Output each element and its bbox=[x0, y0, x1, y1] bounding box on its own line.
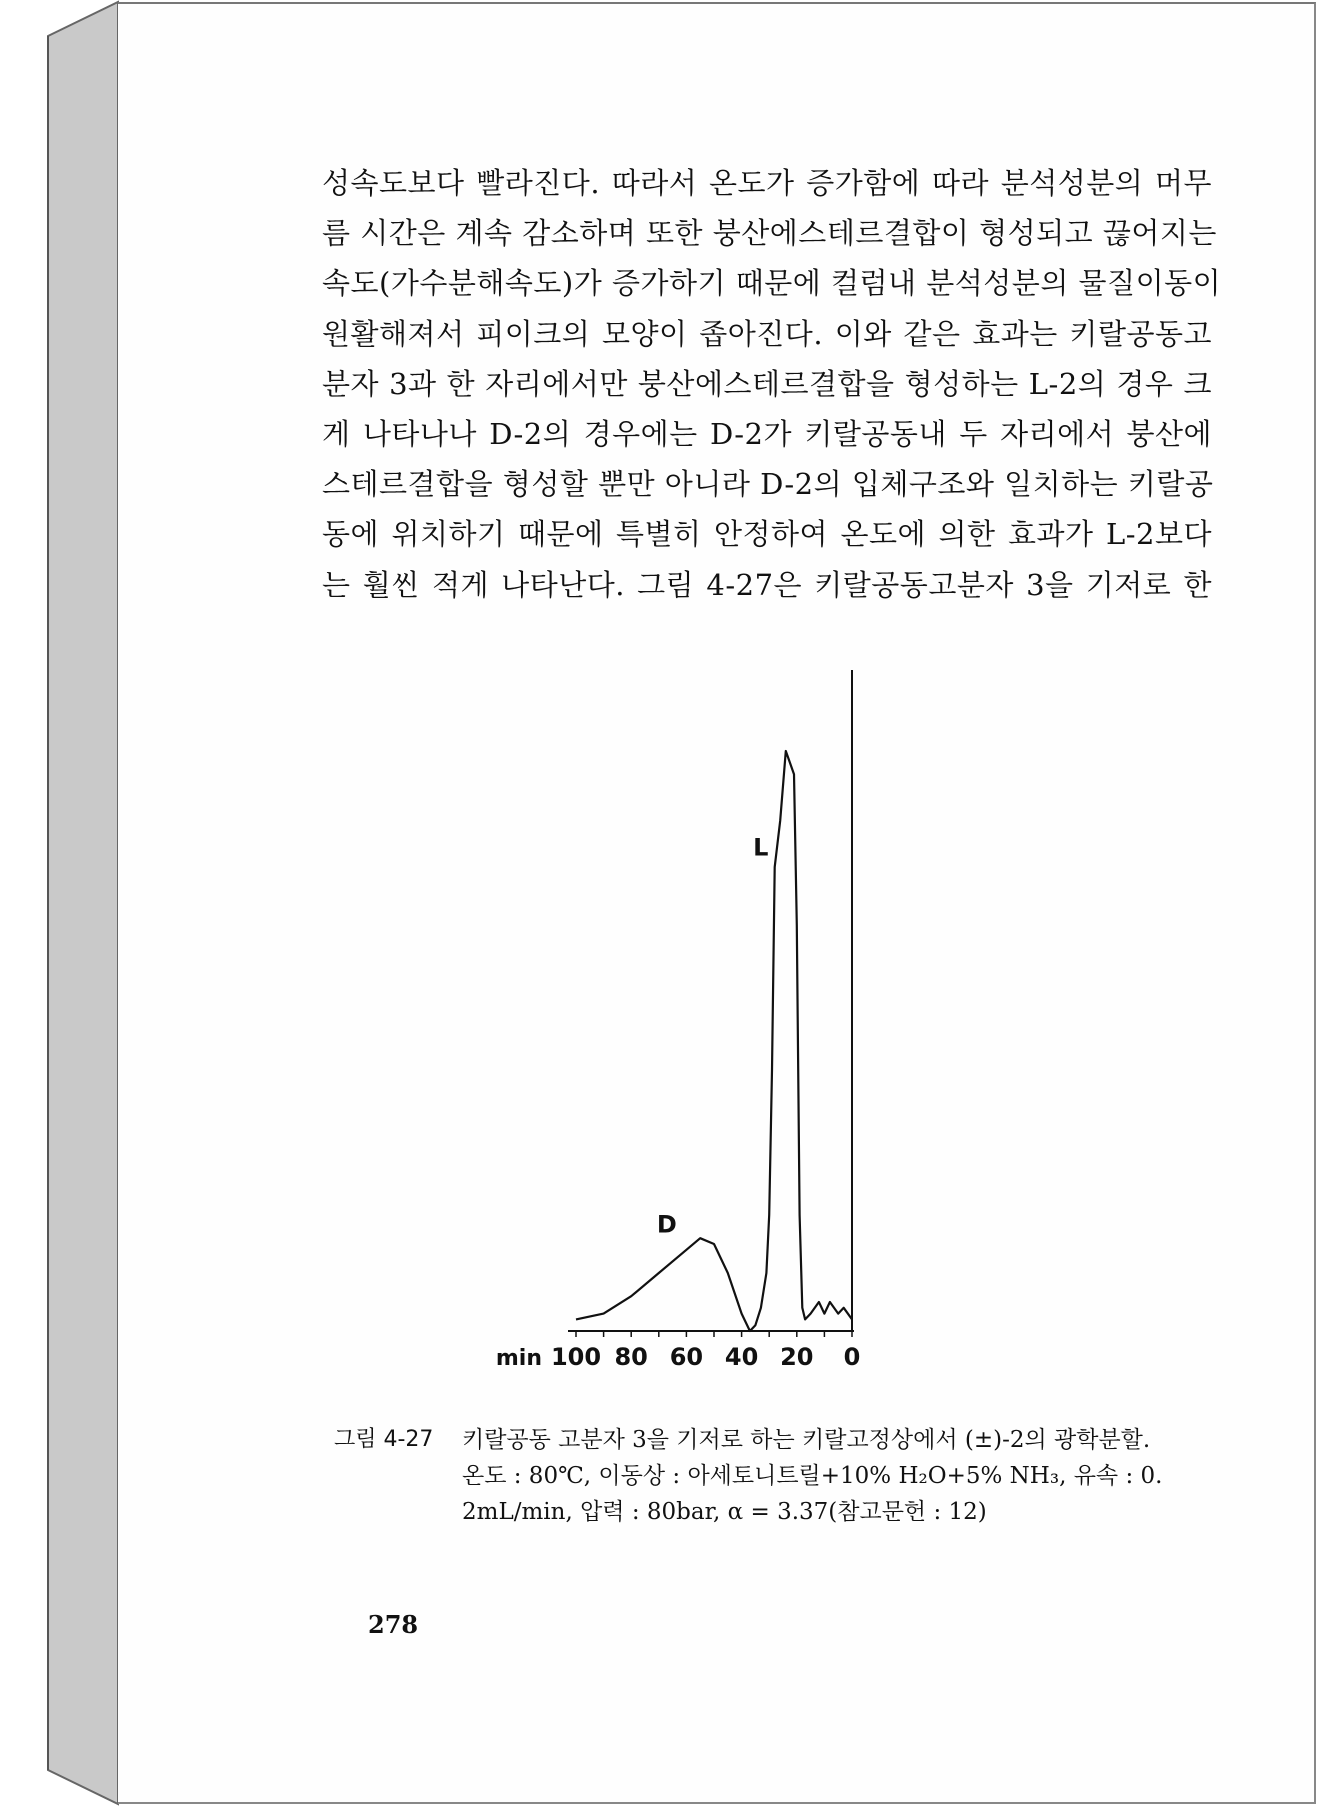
body-line: 원활해져서 피이크의 모양이 좁아진다. 이와 같은 효과는 키랄공동고 bbox=[322, 316, 1212, 351]
page-number: 278 bbox=[368, 1610, 419, 1639]
body-line: 름 시간은 계속 감소하며 또한 붕산에스테르결합이 형성되고 끊어지는 bbox=[322, 216, 1217, 251]
chromatogram-svg bbox=[495, 680, 880, 1410]
x-tick-label: 80 bbox=[614, 1343, 648, 1371]
x-tick-label: 20 bbox=[780, 1343, 814, 1371]
body-line: 분자 3과 한 자리에서만 붕산에스테르결합을 형성하는 L-2의 경우 크 bbox=[322, 366, 1212, 401]
caption-line: 키랄공동 고분자 3을 기저로 하는 키랄고정상에서 (±)-2의 광학분할. bbox=[462, 1427, 1151, 1453]
peak-label: D bbox=[656, 1210, 677, 1239]
chromatogram-figure bbox=[495, 680, 880, 1410]
x-tick-label: 40 bbox=[724, 1343, 759, 1371]
body-line: 성속도보다 빨라진다. 따라서 온도가 증가함에 따라 분석성분의 머무 bbox=[322, 166, 1212, 200]
peak-label: L bbox=[753, 833, 769, 862]
body-paragraph bbox=[322, 158, 1222, 610]
caption-line: 2mL/min, 압력 : 80bar, α = 3.37(참고문헌 : 12) bbox=[462, 1499, 987, 1525]
body-line: 게 나타나나 D-2의 경우에는 D-2가 키랄공동내 두 자리에서 붕산에 bbox=[322, 417, 1212, 452]
x-axis-unit-label: min bbox=[495, 1346, 542, 1371]
body-line: 속도(가수분해속도)가 증가하기 때문에 컬럼내 분석성분의 물질이동이 bbox=[322, 266, 1222, 301]
body-line: 동에 위치하기 때문에 특별히 안정하여 온도에 의한 효과가 L-2보다 bbox=[322, 517, 1212, 552]
body-line: 는 훨씬 적게 나타난다. 그림 4-27은 키랄공동고분자 3을 기저로 한 bbox=[322, 567, 1212, 602]
caption-text bbox=[462, 1422, 1214, 1530]
caption-label: 그림 4-27 bbox=[334, 1427, 434, 1452]
x-tick-label: 60 bbox=[669, 1343, 704, 1371]
chromatogram-trace bbox=[576, 751, 852, 1331]
body-line: 스테르결합을 형성할 뿐만 아니라 D-2의 입체구조와 일치하는 키랄공 bbox=[322, 467, 1214, 502]
x-tick-label: 100 bbox=[550, 1343, 602, 1371]
caption-line: 온도 : 80℃, 이동상 : 아세토니트릴+10% H₂O+5% NH₃, 유속 : 0. bbox=[462, 1463, 1163, 1489]
x-tick-label: 0 bbox=[843, 1343, 861, 1371]
